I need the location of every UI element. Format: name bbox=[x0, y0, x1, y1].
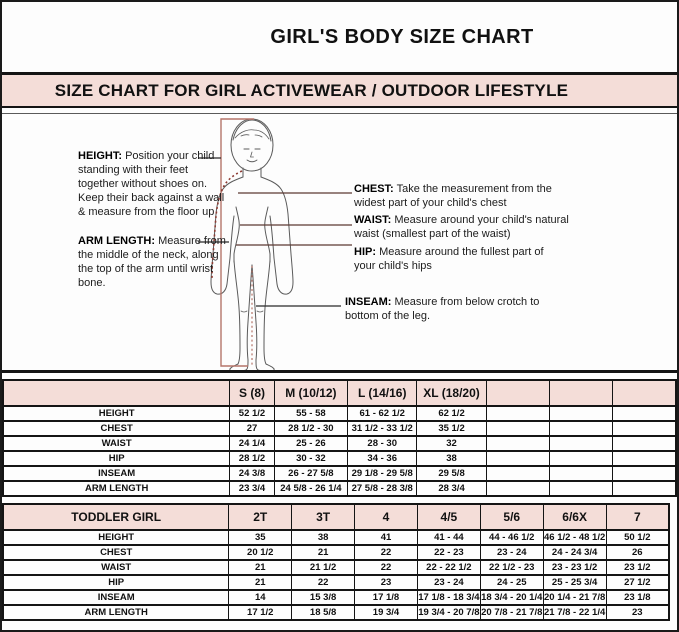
column-header: 4 bbox=[355, 504, 418, 530]
size-value-cell: 18 5/8 bbox=[292, 605, 355, 620]
annotation-chest-text: Take the measurement from the widest part of your child's chest bbox=[354, 183, 552, 209]
size-value-cell: 50 1/2 bbox=[606, 530, 669, 545]
header-row bbox=[3, 504, 669, 530]
size-value-cell: 24 1/4 bbox=[230, 436, 274, 451]
size-value-cell: 61 - 62 1/2 bbox=[348, 406, 417, 421]
column-header: 2T bbox=[229, 504, 292, 530]
size-value-cell bbox=[613, 481, 676, 496]
size-value-cell: 17 1/2 bbox=[229, 605, 292, 620]
annotation-hip-text: Measure around the fullest part of your child's hips bbox=[354, 246, 544, 272]
size-value-cell: 23 bbox=[606, 605, 669, 620]
size-value-cell bbox=[549, 466, 612, 481]
size-value-cell: 31 1/2 - 33 1/2 bbox=[348, 421, 417, 436]
size-value-cell: 62 1/2 bbox=[417, 406, 486, 421]
annotation-arm-length-text: Measure from the middle of the neck, along the top of the arm until wrist bone. bbox=[78, 235, 226, 289]
size-value-cell: 23 bbox=[355, 575, 418, 590]
size-value-cell bbox=[486, 406, 549, 421]
size-value-cell: 24 3/8 bbox=[230, 466, 274, 481]
size-value-cell bbox=[486, 451, 549, 466]
column-header: 5/6 bbox=[480, 504, 543, 530]
annotation-height-text: Position your child standing with their feet together without shoes on. Keep their back against a wall & measure from the floor up bbox=[78, 150, 225, 218]
row-label: WAIST bbox=[3, 560, 229, 575]
column-header: L (14/16) bbox=[348, 380, 417, 406]
table-row bbox=[3, 590, 669, 605]
size-value-cell: 20 7/8 - 21 7/8 bbox=[480, 605, 543, 620]
size-value-cell bbox=[549, 406, 612, 421]
size-value-cell: 23 1/2 bbox=[606, 560, 669, 575]
row-label: HEIGHT bbox=[3, 530, 229, 545]
size-value-cell: 28 1/2 - 30 bbox=[274, 421, 347, 436]
size-value-cell: 52 1/2 bbox=[230, 406, 274, 421]
annotation-arm-length bbox=[78, 235, 236, 291]
size-value-cell bbox=[613, 406, 676, 421]
size-value-cell: 25 - 26 bbox=[274, 436, 347, 451]
size-value-cell bbox=[613, 466, 676, 481]
table-row bbox=[3, 466, 676, 481]
toddler-size-table bbox=[2, 503, 670, 621]
page-title: GIRL'S BODY SIZE CHART bbox=[270, 25, 534, 48]
size-value-cell: 27 bbox=[230, 421, 274, 436]
table-row bbox=[3, 406, 676, 421]
annotation-chest-label: CHEST: bbox=[354, 183, 394, 195]
size-value-cell: 17 1/8 bbox=[355, 590, 418, 605]
size-value-cell: 21 bbox=[229, 560, 292, 575]
table-row bbox=[3, 421, 676, 436]
annotation-chest bbox=[354, 183, 554, 211]
size-value-cell: 25 - 25 3/4 bbox=[543, 575, 606, 590]
size-value-cell: 24 - 25 bbox=[480, 575, 543, 590]
table-row bbox=[3, 451, 676, 466]
size-value-cell bbox=[549, 436, 612, 451]
size-value-cell: 17 1/8 - 18 3/4 bbox=[417, 590, 480, 605]
column-header: 4/5 bbox=[417, 504, 480, 530]
size-value-cell: 22 1/2 - 23 bbox=[480, 560, 543, 575]
size-value-cell: 27 5/8 - 28 3/8 bbox=[348, 481, 417, 496]
annotation-hip-label: HIP: bbox=[354, 246, 376, 258]
size-value-cell: 44 - 46 1/2 bbox=[480, 530, 543, 545]
size-value-cell bbox=[549, 451, 612, 466]
size-value-cell: 28 - 30 bbox=[348, 436, 417, 451]
title-row bbox=[2, 2, 677, 72]
table-row bbox=[3, 575, 669, 590]
annotation-inseam bbox=[345, 296, 567, 324]
size-value-cell: 30 - 32 bbox=[274, 451, 347, 466]
size-value-cell: 15 3/8 bbox=[292, 590, 355, 605]
tables-section bbox=[2, 370, 677, 621]
size-value-cell bbox=[486, 421, 549, 436]
size-value-cell: 24 5/8 - 26 1/4 bbox=[274, 481, 347, 496]
column-header: TODDLER GIRL bbox=[3, 504, 229, 530]
annotation-hip bbox=[354, 246, 554, 274]
measurement-diagram bbox=[2, 114, 677, 370]
size-value-cell: 21 1/2 bbox=[292, 560, 355, 575]
size-value-cell: 23 3/4 bbox=[230, 481, 274, 496]
size-value-cell: 22 - 23 bbox=[417, 545, 480, 560]
size-value-cell: 23 - 23 1/2 bbox=[543, 560, 606, 575]
annotation-inseam-text: Measure from below crotch to bottom of the leg. bbox=[345, 296, 540, 322]
size-value-cell: 29 5/8 bbox=[417, 466, 486, 481]
size-value-cell bbox=[486, 466, 549, 481]
size-value-cell: 38 bbox=[417, 451, 486, 466]
size-value-cell: 21 bbox=[229, 575, 292, 590]
row-label: HEIGHT bbox=[3, 406, 230, 421]
column-header: 6/6X bbox=[543, 504, 606, 530]
size-value-cell bbox=[486, 481, 549, 496]
table-row bbox=[3, 560, 669, 575]
table-row bbox=[3, 481, 676, 496]
row-label: CHEST bbox=[3, 545, 229, 560]
column-header: 3T bbox=[292, 504, 355, 530]
size-value-cell bbox=[613, 436, 676, 451]
size-value-cell: 19 3/4 bbox=[355, 605, 418, 620]
size-value-cell: 27 1/2 bbox=[606, 575, 669, 590]
row-label: INSEAM bbox=[3, 466, 230, 481]
header-row bbox=[3, 380, 676, 406]
table-row bbox=[3, 605, 669, 620]
banner bbox=[2, 72, 677, 108]
column-header: XL (18/20) bbox=[417, 380, 486, 406]
size-value-cell: 38 bbox=[292, 530, 355, 545]
row-label: CHEST bbox=[3, 421, 230, 436]
size-value-cell: 41 bbox=[355, 530, 418, 545]
banner-text: SIZE CHART FOR GIRL ACTIVEWEAR / OUTDOOR LIFESTYLE bbox=[54, 80, 569, 100]
row-label: INSEAM bbox=[3, 590, 229, 605]
girls-size-table bbox=[2, 379, 677, 497]
size-value-cell: 35 bbox=[229, 530, 292, 545]
size-value-cell: 20 1/2 bbox=[229, 545, 292, 560]
size-value-cell: 55 - 58 bbox=[274, 406, 347, 421]
size-value-cell: 21 bbox=[292, 545, 355, 560]
table-row bbox=[3, 436, 676, 451]
size-value-cell bbox=[486, 436, 549, 451]
annotation-height-label: HEIGHT: bbox=[78, 150, 122, 162]
row-label: ARM LENGTH bbox=[3, 481, 230, 496]
column-header bbox=[3, 380, 230, 406]
size-value-cell: 26 bbox=[606, 545, 669, 560]
row-label: ARM LENGTH bbox=[3, 605, 229, 620]
size-value-cell: 18 3/4 - 20 1/4 bbox=[480, 590, 543, 605]
annotation-height bbox=[78, 150, 230, 220]
size-value-cell: 28 1/2 bbox=[230, 451, 274, 466]
column-header: M (10/12) bbox=[274, 380, 347, 406]
size-value-cell bbox=[613, 451, 676, 466]
size-value-cell: 41 - 44 bbox=[417, 530, 480, 545]
annotation-waist bbox=[354, 214, 576, 242]
column-header: S (8) bbox=[230, 380, 274, 406]
size-value-cell: 22 bbox=[355, 545, 418, 560]
size-value-cell: 24 - 24 3/4 bbox=[543, 545, 606, 560]
size-value-cell: 26 - 27 5/8 bbox=[274, 466, 347, 481]
column-header bbox=[549, 380, 612, 406]
size-value-cell: 34 - 36 bbox=[348, 451, 417, 466]
size-value-cell: 22 bbox=[355, 560, 418, 575]
annotation-arm-length-label: ARM LENGTH: bbox=[78, 235, 155, 247]
size-value-cell: 23 1/8 bbox=[606, 590, 669, 605]
size-value-cell bbox=[549, 481, 612, 496]
size-value-cell: 20 1/4 - 21 7/8 bbox=[543, 590, 606, 605]
row-label: HIP bbox=[3, 451, 230, 466]
size-value-cell: 23 - 24 bbox=[480, 545, 543, 560]
size-value-cell: 46 1/2 - 48 1/2 bbox=[543, 530, 606, 545]
column-header: 7 bbox=[606, 504, 669, 530]
annotation-waist-label: WAIST: bbox=[354, 214, 392, 226]
size-value-cell: 23 - 24 bbox=[417, 575, 480, 590]
row-label: HIP bbox=[3, 575, 229, 590]
size-value-cell: 21 7/8 - 22 1/4 bbox=[543, 605, 606, 620]
table-row bbox=[3, 530, 669, 545]
row-label: WAIST bbox=[3, 436, 230, 451]
size-value-cell bbox=[549, 421, 612, 436]
size-value-cell: 14 bbox=[229, 590, 292, 605]
size-value-cell: 22 bbox=[292, 575, 355, 590]
size-value-cell: 32 bbox=[417, 436, 486, 451]
size-value-cell: 22 - 22 1/2 bbox=[417, 560, 480, 575]
table-row bbox=[3, 545, 669, 560]
size-value-cell bbox=[613, 421, 676, 436]
size-value-cell: 19 3/4 - 20 7/8 bbox=[417, 605, 480, 620]
column-header bbox=[486, 380, 549, 406]
size-value-cell: 29 1/8 - 29 5/8 bbox=[348, 466, 417, 481]
size-value-cell: 35 1/2 bbox=[417, 421, 486, 436]
column-header bbox=[613, 380, 676, 406]
annotation-inseam-label: INSEAM: bbox=[345, 296, 392, 308]
size-value-cell: 28 3/4 bbox=[417, 481, 486, 496]
annotation-waist-text: Measure around your child's natural waist (smallest part of the waist) bbox=[354, 214, 569, 240]
